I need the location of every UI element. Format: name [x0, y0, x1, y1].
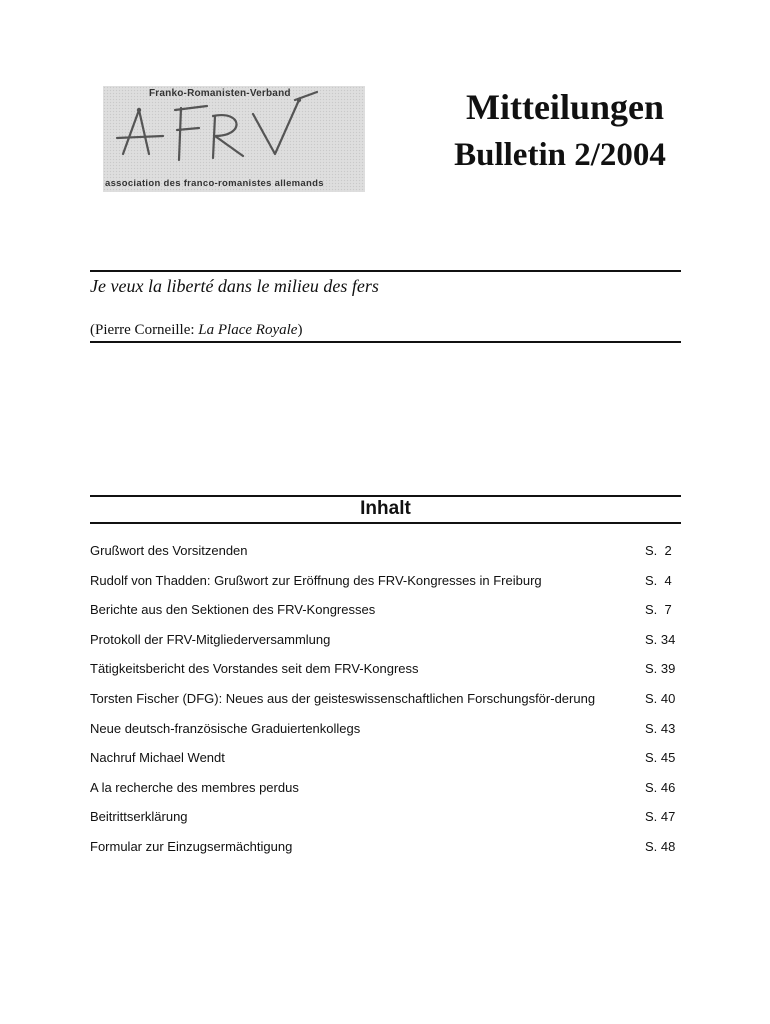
motto-quote: Je veux la liberté dans le milieu des fers: [90, 276, 379, 296]
toc-item: [90, 600, 681, 620]
toc-item-page: S. 39: [645, 661, 676, 677]
contents-top-rule: [90, 495, 681, 497]
toc-item-title: Neue deutsch-französische Graduiertenkollegs: [90, 720, 361, 736]
toc-item-page: S. 40: [645, 690, 676, 706]
toc-item-title: Berichte aus den Sektionen des FRV-Kongresses: [90, 602, 376, 618]
toc-item-title: Protokoll der FRV-Mitgliederversammlung: [90, 631, 331, 647]
toc-item: [90, 571, 681, 591]
toc-item-page: S. 45: [645, 750, 676, 766]
motto-source-work: La Place Royale: [198, 322, 298, 338]
contents-bottom-rule: [90, 522, 681, 524]
toc-item-page: S. 2: [645, 543, 672, 558]
toc-item-page: S. 34: [645, 631, 676, 647]
toc-item: [90, 748, 681, 768]
toc-item: [90, 541, 681, 561]
toc-item: [90, 719, 681, 739]
toc-item-title: Formular zur Einzugsermächtigung: [90, 838, 293, 854]
toc-item-title: A la recherche des membres perdus: [90, 779, 299, 795]
toc-item-title: Beitrittserklärung: [90, 809, 188, 825]
toc-item-title: Nachruf Michael Wendt: [90, 750, 225, 766]
toc-item-page: S. 4: [645, 572, 672, 588]
motto-top-rule: [90, 270, 681, 272]
toc-item-page: S. 43: [645, 720, 676, 736]
toc-item-title: Tätigkeitsbericht des Vorstandes seit dem FRV-Kongress: [90, 661, 419, 677]
toc-item-page: S. 48: [645, 838, 676, 854]
logo-bottom-text: association des franco-romanistes allemands: [105, 178, 324, 189]
page-subtitle: Bulletin 2/2004: [454, 137, 666, 173]
logo-top-text: Franko-Romanisten-Verband: [149, 88, 291, 99]
afrv-logo-mark: [103, 86, 365, 192]
toc-item: [90, 778, 681, 798]
toc-item: [90, 630, 681, 650]
contents-heading: Inhalt: [360, 498, 411, 519]
afrv-logo: [103, 86, 365, 192]
table-of-contents: [90, 541, 681, 867]
toc-item: [90, 689, 681, 709]
motto-source: [90, 322, 302, 339]
motto-source-close: ): [297, 322, 303, 338]
toc-item-title: Torsten Fischer (DFG): Neues aus der geisteswissenschaftlichen Forschungsför-derung: [90, 690, 596, 706]
motto-source-open: (Pierre Corneille:: [90, 322, 199, 338]
toc-item-title: Grußwort des Vorsitzenden: [90, 543, 248, 558]
toc-item: [90, 659, 681, 679]
toc-item: [90, 837, 681, 857]
page-title: Mitteilungen: [466, 87, 664, 127]
toc-item-page: S. 47: [645, 809, 676, 825]
toc-item: [90, 807, 681, 827]
toc-item-page: S. 7: [645, 602, 672, 618]
motto-bottom-rule: [90, 341, 681, 343]
toc-item-page: S. 46: [645, 779, 676, 795]
toc-item-title: Rudolf von Thadden: Grußwort zur Eröffnung des FRV-Kongresses in Freiburg: [90, 572, 542, 588]
